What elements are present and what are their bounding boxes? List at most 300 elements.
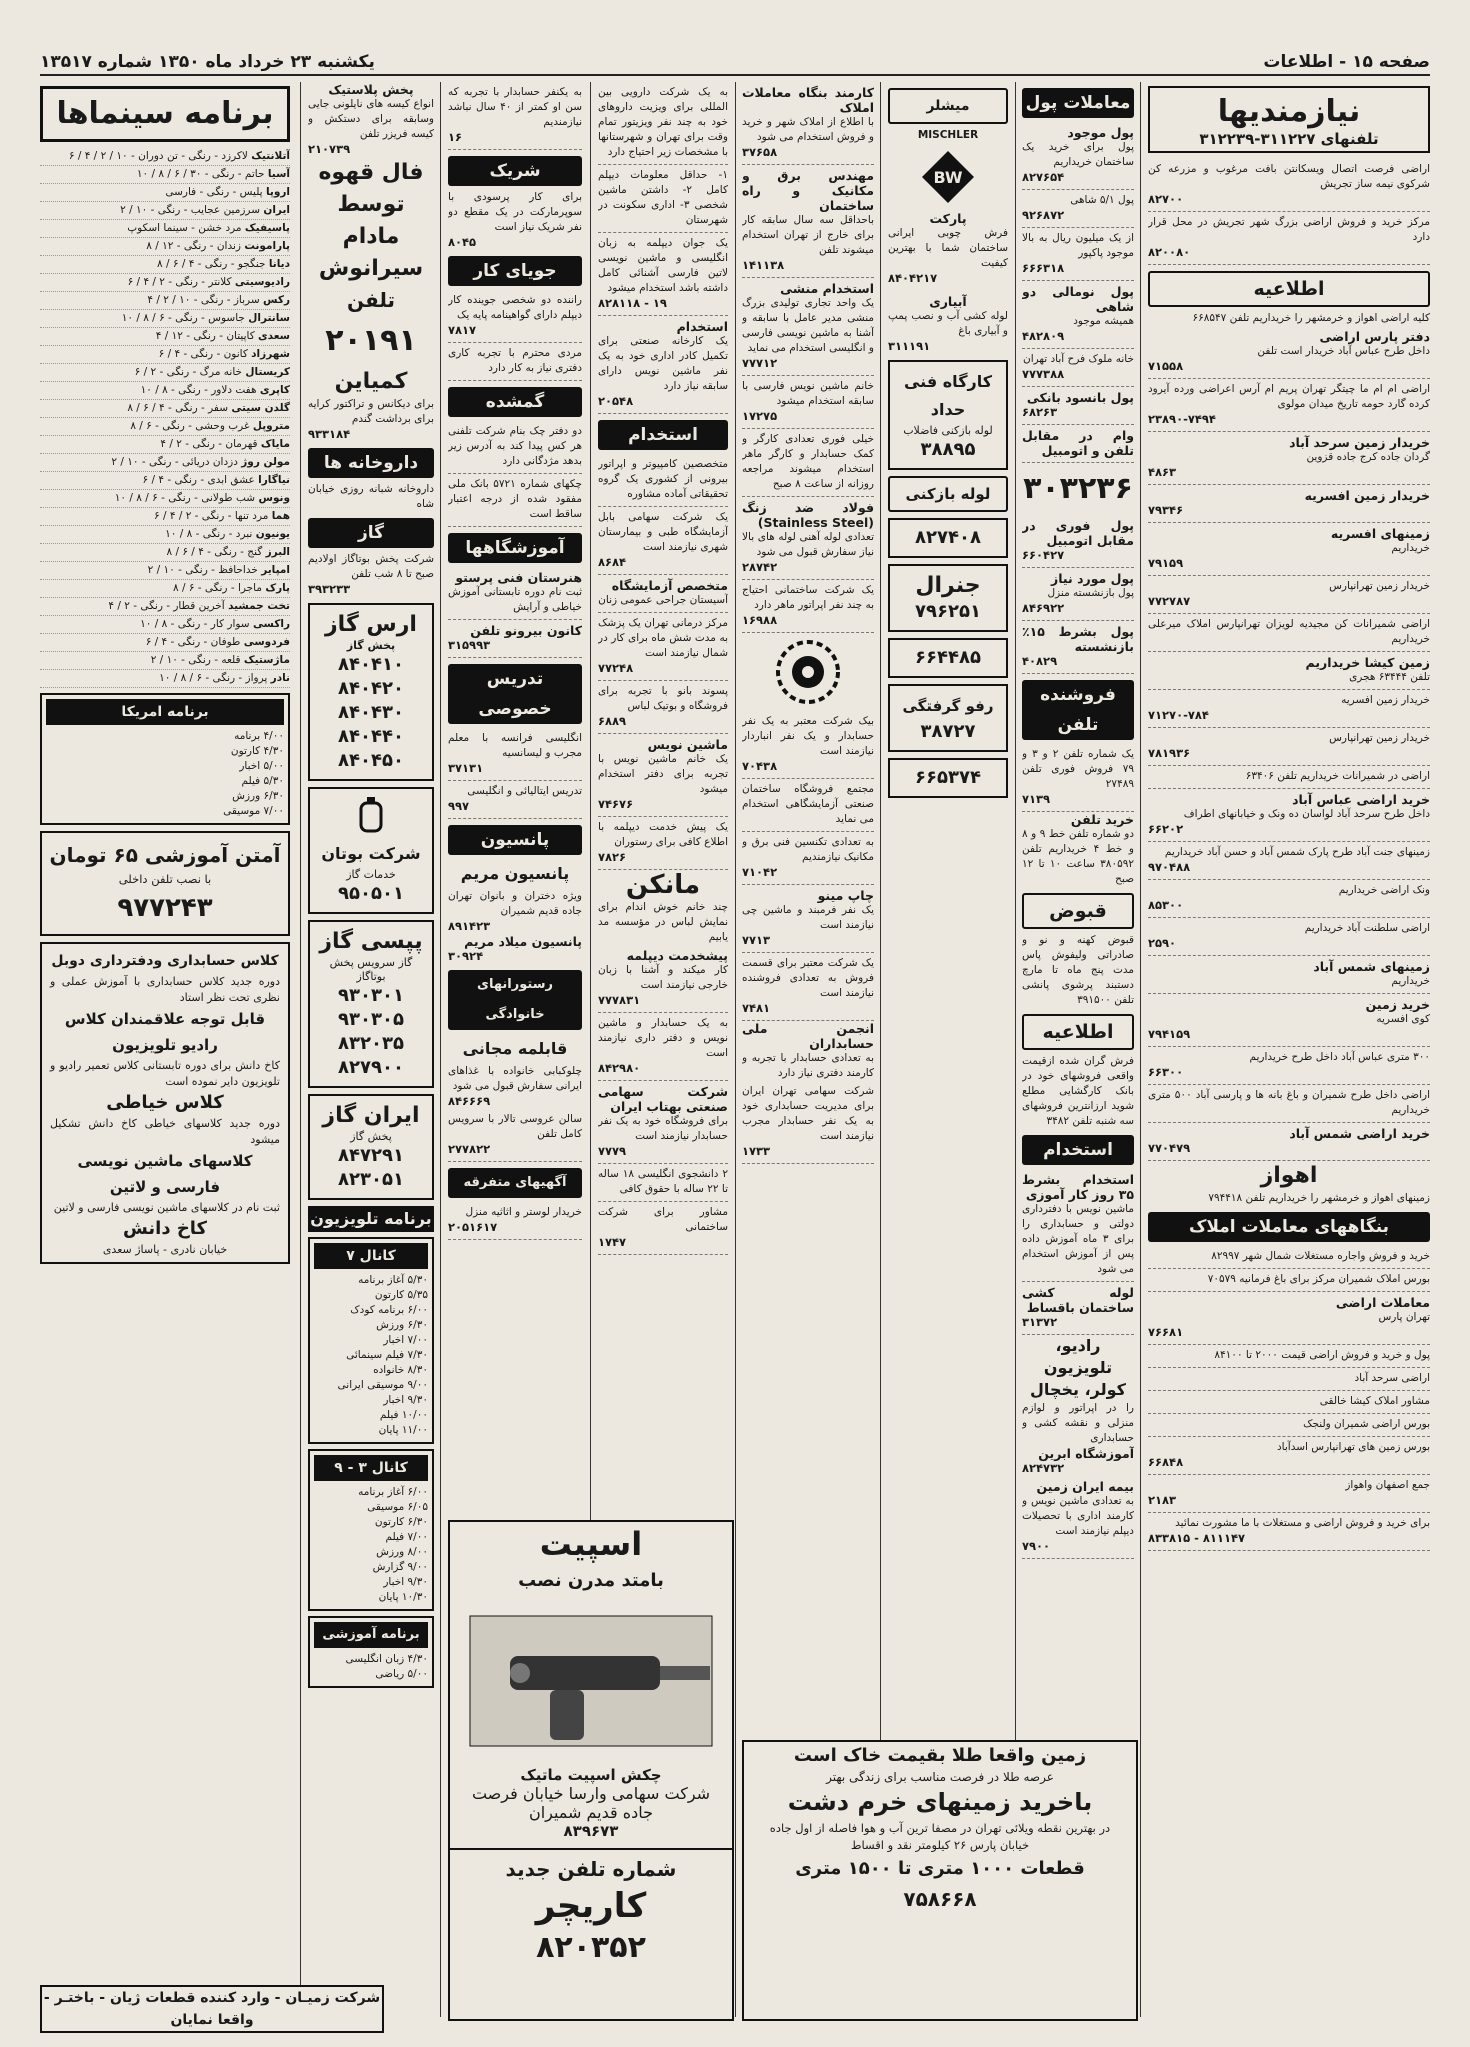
cinema-name: نادر xyxy=(270,672,290,684)
classified-ad xyxy=(1022,744,1134,812)
aspit-phone: ۸۳۹۶۷۳ xyxy=(563,1822,619,1840)
ad-phone: ۳۱۵۹۹۳ xyxy=(448,638,491,652)
misc-heading: آگهیهای متفرقه xyxy=(448,1168,582,1198)
ad-body: بورس زمین های تهرانپارس اسدآباد xyxy=(1277,1441,1430,1453)
phone-buy-title: خرید تلفن xyxy=(1070,812,1134,827)
school-address: خیابان نادری - پاساژ سعدی xyxy=(102,1243,228,1256)
coffee-phone: ۲۰۱۹۱ xyxy=(325,323,417,358)
cinema-showtimes: کانون - رنگی - ۴ / ۶ xyxy=(158,348,248,360)
ad-body: بورس املاک شمیران مرکز برای باغ فرمانیه ۷۰۵۷۹ xyxy=(1207,1273,1430,1285)
ad-phone: ۷۸۱۷ xyxy=(448,323,477,337)
cinema-listing xyxy=(40,400,290,418)
acct-class-box xyxy=(40,942,290,1264)
pipe5-ad-box xyxy=(888,758,1008,798)
notice2-title: اطلاعیه xyxy=(1022,1014,1134,1050)
arsgaz-phone: ۸۴۰۴۴۰ xyxy=(338,726,404,747)
cinema-listing xyxy=(40,436,290,454)
cinema-showtimes: آخرین قطار - رنگی - ۲ / ۴ xyxy=(108,600,225,612)
ad-title: دفتر پارس اراضی xyxy=(1319,329,1430,344)
ad-title: زمینهای شمس آباد xyxy=(1313,959,1430,974)
cinema-name: ایران xyxy=(263,204,290,216)
aspit-caption: چکش اسپیت ماتیک xyxy=(520,1766,662,1784)
coffee-phone-label: تلفن xyxy=(346,288,396,312)
tv-program-line: ۸/۰۰ ورزش xyxy=(376,1546,428,1558)
ad-phone: ۶۸۸۹ xyxy=(598,714,627,728)
ad-title: استخدام xyxy=(676,319,728,334)
cinema-name: تخت جمشید xyxy=(228,600,290,612)
pipe3-phone: ۸۲۷۴۰۸ xyxy=(915,527,981,548)
ad-phone: ۴۰۸۲۹ xyxy=(1022,654,1058,668)
pharmacy-heading: داروخانه ها xyxy=(308,448,434,478)
channel7-box xyxy=(308,1237,434,1444)
ad-phone: ۳۱۳۷۲ xyxy=(1022,1315,1058,1329)
ad-body: خیلی فوری تعدادی کارگر و کمک حسابدار و کارگر ماهر استخدام میشوند مراجعه روزانه از ساعت ۸ صبح xyxy=(742,433,874,490)
ad-body: گردان جاده کرج جاده قزوین xyxy=(1306,451,1430,463)
ad-phone: ۷۹۴۱۵۹ xyxy=(1148,1027,1191,1041)
restaurant-phone: ۸۴۶۶۶۹ xyxy=(448,1094,491,1108)
classified-ad xyxy=(448,82,582,150)
mischler-title: میشلر xyxy=(888,88,1008,124)
cinema-showtimes: سرزمین عجایب - رنگی - ۱۰ / ۲ xyxy=(120,204,261,216)
ad-body: اراضی فرصت اتصال ویسکانتن بافت مرغوب و مزرعه کن شرکوی نیمه ساز تجریش xyxy=(1148,163,1430,190)
cinema-name: شهرزاد xyxy=(251,348,290,360)
cinema-showtimes: سرباز - رنگی - ۱۰ / ۲ / ۴ xyxy=(147,294,260,306)
kamiin-phone: ۹۳۳۱۸۴ xyxy=(308,427,351,441)
ad-phone: ۷۸۲۶ xyxy=(598,850,627,864)
cinema-showtimes: نبرد - رنگی - ۸ / ۱۰ xyxy=(165,528,253,540)
pipe4-ad-box xyxy=(888,638,1008,678)
ad-body: زمینهای جنت آباد طرح پارک شمس آباد و حسن آباد خریداریم xyxy=(1164,846,1430,858)
ad-body: راننده دو شخصی جوینده کار دیپلم دارای گواهینامه پایه یک xyxy=(448,294,582,321)
ad-title: خرید اراضی عباس آباد xyxy=(1292,792,1430,807)
ad-body: کار میکند و آشنا با زبان خارجی نیازمند است xyxy=(598,964,728,991)
pipe2-title: لوله بازکنی xyxy=(888,476,1008,512)
ad-title: چاپ مینو xyxy=(817,888,874,903)
bw-title: پارکت xyxy=(929,211,967,226)
ad-phone: ۷۷۲۴۸ xyxy=(598,661,634,675)
ad-body: یک خانم ماشین نویس با تجربه برای دفتر استخدام میشود xyxy=(598,753,728,795)
cinema-name: هما xyxy=(271,510,290,522)
cinema-name: پاسیفیک xyxy=(244,222,290,234)
ad-phone: ۷۱۲۷۰-۷۸۴ xyxy=(1148,708,1209,722)
carpet-title: رفو گرفتگی xyxy=(902,697,994,715)
ad-phone: ۹۹۷ xyxy=(448,799,470,813)
classified-ad xyxy=(1022,387,1134,425)
ad-body: تلفن ۶۳۴۴۴ هجری xyxy=(1349,671,1430,683)
classified-ad xyxy=(448,728,582,781)
cinema-name: دیانا xyxy=(268,258,290,270)
ad-body: پول و خرید و فروش اراضی قیمت ۲۰۰۰ تا ۸۴۱۰۰ xyxy=(1214,1349,1430,1361)
ad-phone: ۸۵۳۰۰ xyxy=(1148,898,1184,912)
cinema-showtimes: طوفان - رنگی - ۴ / ۶ xyxy=(145,636,241,648)
column-money-phone xyxy=(1022,82,1134,2017)
ad-body: اراضی ام ام ما چیتگر تهران پریم ام آرس اعراضی ورده آیرود کرده گارد حومه تاریخ میدان مولوی xyxy=(1148,383,1430,410)
classifieds-title-box xyxy=(1148,86,1430,153)
cinema-listing xyxy=(40,472,290,490)
classified-ad xyxy=(1148,728,1430,766)
cinema-showtimes: کلانتر - رنگی - ۲ / ۴ / ۶ xyxy=(127,276,232,288)
ad-body: مرکز درمانی تهران یک پزشک به مدت شش ماه برای کار در شمال نیازمند است xyxy=(598,617,728,659)
tv-heading: برنامه تلویزیون xyxy=(308,1206,434,1232)
ad-phone: ۸۴۶۹۲۲ xyxy=(1022,601,1065,615)
classified-ad xyxy=(742,82,874,165)
ad-phone: ۶۶۲۰۲ xyxy=(1148,822,1184,836)
classified-ad xyxy=(1148,880,1430,918)
land-body: در بهترین نقطه ویلائی تهران در مصفا ترین آب و هوا فاصله از اول جاده خیابان پارس ۲۶ کیلومتر نقد و اقساط xyxy=(769,1821,1111,1852)
ad-title: فولاد ضد زنگ (Stainless Steel) xyxy=(742,500,874,530)
ad-body: جمع اصفهان واهواز xyxy=(1345,1479,1430,1491)
classified-ad xyxy=(1148,1292,1430,1345)
ad-phone: ۹۲۶۸۷۲ xyxy=(1022,208,1065,222)
cinema-showtimes: خداحافظ - رنگی - ۱۰ / ۲ xyxy=(147,564,258,576)
cinema-showtimes: جنگجو - رنگی - ۴ / ۶ / ۸ xyxy=(156,258,266,270)
cinema-listing xyxy=(40,544,290,562)
ad-body: خریدار لوستر و اثاثیه منزل xyxy=(465,1206,582,1218)
pepsi-ad-box xyxy=(308,920,434,1088)
classified-ad xyxy=(1148,652,1430,690)
plastic-body: انواع کیسه های نایلونی جایی وسابقه برای دستکش و کیسه فریزر تلفن xyxy=(308,98,434,140)
cinema-name: امپایر xyxy=(261,564,290,576)
cinema-listing xyxy=(40,238,290,256)
classified-ad xyxy=(742,376,874,429)
tv-program-line: ۱۰/۳۰ پایان xyxy=(378,1591,428,1603)
tv-program-line: ۷/۰۰ فیلم xyxy=(385,1531,428,1543)
cinema-listing xyxy=(40,562,290,580)
ad-body: برای فروشگاه خود به یک نفر حسابدار نیازمند است xyxy=(598,1115,728,1142)
ad-phone: ۹۷۰۴۸۸ xyxy=(1148,860,1191,874)
ad-body: آسیستان جراحی عمومی زنان xyxy=(598,594,728,606)
irangaz-title: ایران گاز xyxy=(322,1103,420,1128)
classified-ad xyxy=(448,567,582,620)
tv-program-line: ۹/۰۰ موسیقی ایرانی xyxy=(337,1379,428,1391)
cinema-showtimes: خانه مرگ - رنگی - ۲ / ۶ xyxy=(134,366,243,378)
classified-ad xyxy=(1148,1391,1430,1414)
tv-program-line: ۹/۳۰ اخبار xyxy=(383,1394,428,1406)
ad-body: با اطلاع از املاک شهر و خرید و فروش استخدام می شود xyxy=(742,116,874,143)
cinema-showtimes: مرد خشن - سینما اسکوپ xyxy=(127,222,242,234)
cinema-listing xyxy=(40,598,290,616)
pepsi-sub: گاز سرویس پخش بوتاگاز xyxy=(329,956,413,983)
classified-ad xyxy=(742,953,874,1021)
ad-phone: ۸۶۸۴ xyxy=(598,555,627,569)
gas-body: شرکت پخش بوتاگاز اولادیم صبح تا ۸ شب تلفن xyxy=(308,553,434,580)
ad-phone: ۷۱۵۵۸ xyxy=(1148,359,1184,373)
ad-body: پول بازنشسته منزل xyxy=(1047,587,1134,599)
cinema-showtimes: قهرمان - رنگی - ۲ / ۴ xyxy=(160,438,258,450)
ad-title: بیمه ایران زمین xyxy=(1036,1479,1134,1494)
ad-phone: ۶۶۳۰۰ xyxy=(1148,1065,1184,1079)
receipts-body: قبوض کهنه و نو و صادراتی ولیفوش پاس مدت پنج ماه تا مارچ دستبند پرشوی پانشی تلفن ۳۹۱۵۰۰ xyxy=(1022,934,1134,1006)
ad-title: پول بشرط ۱۵٪ بازنشسته xyxy=(1022,624,1134,654)
america-heading: برنامه امریکا xyxy=(46,699,284,725)
classified-ad xyxy=(1022,1282,1134,1335)
driving-ad xyxy=(40,831,290,936)
classified-ad xyxy=(1148,432,1430,485)
irangaz-phone: ۸۴۷۲۹۱ xyxy=(338,1145,404,1166)
tv-program-line: ۴/۳۰ زبان انگلیسی xyxy=(345,1653,428,1665)
ad-body: چکهای شماره ۵۷۲۱ بانک ملی مفقود شده از درجه اعتبار ساقط است xyxy=(448,478,582,520)
water-phone: ۳۱۱۱۹۱ xyxy=(888,339,931,353)
classifieds-phones: تلفنهای ۳۱۱۲۲۷-۳۱۲۲۳۹ xyxy=(1199,130,1379,148)
ad-body: مشاور برای شرکت ساختمانی xyxy=(598,1206,728,1233)
classified-ad xyxy=(1022,1476,1134,1559)
classified-ad xyxy=(1148,1368,1430,1391)
cinema-showtimes: پرواز - رنگی - ۶ / ۸ / ۱۰ xyxy=(159,672,268,684)
ad-body: خانم ماشین نویس فارسی با سابقه استخدام میشود xyxy=(742,380,874,407)
cinema-name: راکسی xyxy=(252,618,290,630)
classified-ad xyxy=(1148,326,1430,379)
ad-body: یک شرکت ساختمانی احتیاج به چند نفر اپراتور ماهر دارد xyxy=(742,584,874,611)
classified-ad xyxy=(1148,690,1430,728)
cinema-listing xyxy=(40,220,290,238)
classified-ad xyxy=(598,454,728,507)
cinema-name: کاپری xyxy=(259,384,290,396)
ad-title: کانون بیرونو تلفن xyxy=(470,623,582,638)
cinema-showtimes: گنج - رنگی - ۴ / ۶ / ۸ xyxy=(166,546,263,558)
hire-heading: استخدام xyxy=(1022,1135,1134,1165)
ad-body: مردی محترم با تجربه کاری دفتری نیاز به کار دارد xyxy=(448,347,582,374)
tv-program-line: ۵/۳۰ آغاز برنامه xyxy=(358,1274,428,1286)
notice2-body: فرش گران شده ازقیمت واقعی فروشهای خود در بانک کارگشایی مطلع شوید ارزانترین فروشهای سه شنبه تلفن ۳۴۸۲ xyxy=(1022,1055,1134,1127)
bw-logo-icon xyxy=(918,147,978,207)
ad-phone: ۳۷۶۵۸ xyxy=(742,145,778,159)
classified-ad xyxy=(598,613,728,681)
radio-body: را در اپراتور و لوازم منزلی و نقشه کشی و حسابداری xyxy=(1022,1402,1134,1444)
pension-body: ویژه دختران و بانوان تهران جاده قدیم شمیران xyxy=(448,890,582,917)
ad-body: اراضی سرحد آباد xyxy=(1354,1372,1430,1384)
ad-body: باحداقل سه سال سابقه کار برای خارج از تهران استخدام میشوند تلفن xyxy=(742,214,874,256)
ad-body: یک شماره تلفن ۲ و ۳ و ۷۹ فروش فوری تلفن ۲۷۴۸۹ xyxy=(1022,748,1134,790)
cinema-name: سعدی xyxy=(258,330,290,342)
tv-program-line: ۶/۰۰ برنامه کودک xyxy=(350,1304,428,1316)
ad-body: تهران پارس xyxy=(1378,1311,1430,1323)
ad-phone: ۷۴۸۱ xyxy=(742,1001,771,1015)
general-ad-box xyxy=(888,564,1008,632)
ad-phone: ۸۲۷۶۵۴ xyxy=(1022,170,1065,184)
cinema-name: متروپل xyxy=(252,420,290,432)
arsgaz-title: ارس گاز xyxy=(325,612,417,637)
column-rule xyxy=(440,82,441,2017)
carpet-ad-box xyxy=(888,684,1008,752)
cinema-listing xyxy=(40,634,290,652)
cinema-name: البرز xyxy=(265,546,290,558)
tv-program-line: ۵/۰۰ ریاضی xyxy=(375,1668,428,1680)
land-ad xyxy=(742,1740,1138,2021)
classified-ad xyxy=(1148,1085,1430,1123)
cinema-showtimes: لاکرزد - رنگی - تن دوران - ۱۰ / ۲ / ۴ / ۶ xyxy=(68,150,248,162)
pepsi-phone: ۸۳۲۰۳۵ xyxy=(338,1033,404,1054)
kamiin-title: کمیاین xyxy=(334,369,408,394)
cinema-listing xyxy=(40,166,290,184)
classified-ad xyxy=(1148,1345,1430,1368)
cinema-name: رکس xyxy=(263,294,290,306)
ad-phone: ۷۹۱۵۹ xyxy=(1148,556,1184,570)
ad-body: تدریس ایتالیائی و انگلیسی xyxy=(467,785,582,797)
arsgaz-phone: ۸۴۰۴۵۰ xyxy=(338,750,404,771)
ad-body: سالن عروسی تالار با سرویس کامل تلفن xyxy=(448,1113,582,1140)
ad-phone: ۲۰۵۴۸ xyxy=(598,394,634,408)
pension-heading: پانسیون xyxy=(448,825,582,855)
restaurant-body: چلوکبابی خانواده با غذاهای ایرانی سفارش قبول می شود xyxy=(448,1065,582,1092)
kamiin-body: برای دیکانس و تراکتور کرایه برای برداشت گندم xyxy=(308,398,434,425)
ad-body: خریداریم xyxy=(1391,542,1430,554)
pipe-title: کارگاه فنی حداد xyxy=(903,372,993,419)
classified-ad xyxy=(448,620,582,658)
tv-program-line: ۵/۳۵ کارتون xyxy=(374,1289,428,1301)
ad-body: اراضی داخل طرح شمیران و باغ بانه ها و پارسی آباد ۵۰۰ متری خریداریم xyxy=(1148,1089,1430,1116)
water-title: آبیاری xyxy=(929,294,967,309)
ahvaz-body: زمینهای اهواز و خرمشهر را خریداریم تلفن ۷۹۴۴۱۸ xyxy=(1208,1192,1430,1204)
ad-body: ۱- حداقل معلومات دیپلم کامل ۲- داشتن ماشین شخصی ۳- اداری سکونت در شهرستان xyxy=(598,169,728,226)
ad-body: انگلیسی فرانسه با معلم مجرب و لیسانسیه xyxy=(448,732,582,759)
arsgaz-ad-box xyxy=(308,603,434,781)
ad-phone: ۸۴۲۹۸۰ xyxy=(598,1061,641,1075)
svg-text:BW: BW xyxy=(933,168,963,187)
aspit-sub: بامتد مدرن نصب xyxy=(518,1570,664,1591)
oil-body: به تعدادی حسابدار با تجربه و کارمند دفتری نیاز دارد xyxy=(742,1052,874,1079)
ad-body: اراضی سلطنت آباد خریداریم xyxy=(1304,922,1430,934)
classified-ad xyxy=(1022,621,1134,674)
ad-phone: ۷۹۰۰ xyxy=(1022,1539,1051,1553)
arsgaz-phone: ۸۴۰۴۲۰ xyxy=(338,678,404,699)
radio-title: رادیو، تلویزیون کولر، یخچال xyxy=(1030,1336,1126,1399)
tv-program-line: ۵/۰۰ اخبار xyxy=(239,760,284,772)
classified-ad xyxy=(598,1081,728,1164)
cinema-listing xyxy=(40,256,290,274)
pipe3-ad-box xyxy=(888,518,1008,558)
general-title: جنرال xyxy=(915,573,981,598)
ad-phone: ۷۷۷۱۲ xyxy=(742,356,778,370)
ad-phone: ۳۷۱۳۱ xyxy=(448,761,484,775)
classified-ad xyxy=(1022,281,1134,349)
money-heading: معاملات پول xyxy=(1022,88,1134,118)
institute-phone: ۸۲۴۷۳۲ xyxy=(1022,1461,1065,1475)
classified-ad xyxy=(448,421,582,474)
cinema-listing xyxy=(40,616,290,634)
ad-body: شرکت سهامی تهران ایران برای مدیریت حسابداری خود به یک نفر حسابدار مجرب نیازمند است xyxy=(742,1085,874,1142)
gear-logo-icon xyxy=(773,637,843,707)
mischler-brand: MISCHLER xyxy=(917,129,979,141)
column-rule xyxy=(735,82,736,2017)
ad-body: به تعدادی ماشین نویس و کارمند اداری با تحصیلات دیپلم نیازمند است xyxy=(1022,1495,1134,1537)
cinema-name: فردوسی xyxy=(243,636,290,648)
ad-title: استخدام منشی xyxy=(780,281,874,296)
classified-ad xyxy=(1148,212,1430,265)
ad-phone: ۷۷۷۳۸۸ xyxy=(1022,367,1065,381)
ad-phone: ۶۶۰۴۲۷ xyxy=(1022,548,1065,562)
cinema-listing xyxy=(40,418,290,436)
ad-phone: ۲۰۵۱۶۱۷ xyxy=(448,1220,498,1234)
plastic-title: پخش پلاستیک xyxy=(328,82,414,97)
classified-ad xyxy=(598,681,728,734)
cinema-showtimes: زندان - رنگی - ۱۲ / ۸ xyxy=(146,240,241,252)
tutor-heading: تدریس خصوصی xyxy=(448,664,582,724)
classified-ad xyxy=(742,779,874,832)
ad-body: پسوند بانو با تجربه برای فروشگاه و بوتیک لباس xyxy=(598,685,728,712)
water-body: لوله کشی آب و نصب پمپ و آبیاری باغ xyxy=(888,310,1008,337)
ad-body: خانه ملوک فرح آباد تهران xyxy=(1022,353,1134,365)
cinema-listing xyxy=(40,148,290,166)
classified-ad xyxy=(1148,1437,1430,1475)
aspit-body: شرکت سهامی وارسا خیابان فرصت جاده قدیم شمیران xyxy=(471,1784,711,1822)
footer-ad: شرکت زمیـان - وارد کننده قطعات ژیان - باختـر - واقعا نمایان xyxy=(40,1985,384,2033)
classified-ad xyxy=(598,1164,728,1202)
ad-title: هنرستان فنی پرستو xyxy=(455,570,582,585)
classified-ad xyxy=(1148,918,1430,956)
tv-program-line: ۱۱/۰۰ پایان xyxy=(378,1424,428,1436)
ad-body: بورس اراضی شمیران ولنجک xyxy=(1303,1418,1430,1430)
cinema-showtimes: حاتم - رنگی - ۳۰ / ۶ / ۸ / ۱۰ xyxy=(136,168,265,180)
typing-class-title: کلاسهای ماشین نویسی فارسی و لاتین xyxy=(77,1152,253,1196)
ad-phone: ۱۷۲۷۵ xyxy=(742,409,778,423)
cinema-showtimes: پلیس - رنگی - فارسی xyxy=(165,186,263,198)
cinema-name: سانترال xyxy=(248,312,290,324)
cinema-listing xyxy=(40,490,290,508)
cinema-listing xyxy=(40,346,290,364)
cinema-showtimes: قلعه - رنگی - ۱۰ / ۲ xyxy=(150,654,241,666)
tv-program-line: ۵/۳۰ فیلم xyxy=(241,775,284,787)
pharmacy-body: داروخانه شبانه روزی خیابان شاه xyxy=(308,483,434,510)
tv-program-line: ۸/۳۰ خانواده xyxy=(373,1364,428,1376)
classified-ad xyxy=(742,429,874,497)
tv-program-line: ۷/۰۰ اخبار xyxy=(383,1334,428,1346)
classified-ad xyxy=(742,165,874,278)
classified-ad xyxy=(598,165,728,233)
ad-body: یک نفر فرمبند و ماشین چی نیازمند است xyxy=(742,904,874,931)
ad-title: معاملات اراضی xyxy=(1335,1295,1430,1310)
cinema-showtimes: سوار کار - رنگی - ۸ / ۱۰ xyxy=(140,618,250,630)
classified-ad xyxy=(742,711,874,779)
ad-title: متخصص آزمایشگاه xyxy=(611,578,728,593)
ad-title: خریدار زمین افسریه xyxy=(1304,488,1430,503)
pipe-phone: ۳۸۸۹۵ xyxy=(920,439,976,460)
cinema-listing xyxy=(40,202,290,220)
gas-phone: ۳۹۳۲۳۳ xyxy=(308,582,351,596)
ad-phone: ۶۶۸۴۸ xyxy=(1148,1455,1184,1469)
manken-title: مانکن xyxy=(625,870,701,900)
typing-class-body: ثبت نام در کلاسهای ماشین نویسی فارسی و لاتین xyxy=(53,1201,280,1214)
column-gas-tv xyxy=(308,82,434,2017)
irangaz-ad-box xyxy=(308,1094,434,1200)
ad-body: متخصصین کامپیوتر و اپراتور بیرونی از کشوری یک گروه تحقیقاتی آماده مشاوره xyxy=(598,458,728,500)
driving-title: آمتن آموزشی ۶۵ تومان xyxy=(49,843,281,867)
ad-phone: ۶۸۲۶۳ xyxy=(1022,405,1058,419)
ad-phone: ۲۱۸۳ xyxy=(1148,1493,1177,1507)
tv-program-line: ۶/۳۰ کارتون xyxy=(374,1516,428,1528)
cinema-name: مایاک xyxy=(260,438,290,450)
cinema-listing xyxy=(40,274,290,292)
ad-title: پول بانسود بانکی xyxy=(1026,390,1134,405)
partner-heading: شریک xyxy=(448,156,582,186)
ad-body: برای خرید و فروش اراضی و مستغلات با ما مشورت نمائید xyxy=(1175,1517,1430,1529)
classified-ad xyxy=(1148,576,1430,614)
classified-ad xyxy=(1022,349,1134,387)
ad-body: یک پیش خدمت دیپلمه با اطلاع کافی برای رستوران xyxy=(598,821,728,848)
cinema-title: برنامه سینماها xyxy=(40,86,290,142)
ad-phone: ۱۶۹۸۸ xyxy=(742,613,778,627)
oil-title: انجمن ملی حسابداران xyxy=(742,1021,874,1051)
tv-program-line: ۹/۳۰ اخبار xyxy=(383,1576,428,1588)
ad-phone: ۷۷۱۳ xyxy=(742,933,771,947)
ad-phone: ۷۷۰۴۷۹ xyxy=(1148,1141,1191,1155)
receipts-heading: قبوض xyxy=(1022,893,1134,929)
ad-phone: ۱۴۱۱۳۸ xyxy=(742,258,785,272)
butan-sub: خدمات گاز xyxy=(346,868,396,881)
cinema-name: نیاگارا xyxy=(258,474,290,486)
newphone-title: شماره تلفن جدید xyxy=(505,1857,677,1881)
partner-body: برای کار پرسودی با سوپرمارکت در یک مقطع دو نفر شریک نیاز است xyxy=(448,191,582,233)
tv-program-line: ۷/۰۰ موسیقی xyxy=(223,805,284,817)
